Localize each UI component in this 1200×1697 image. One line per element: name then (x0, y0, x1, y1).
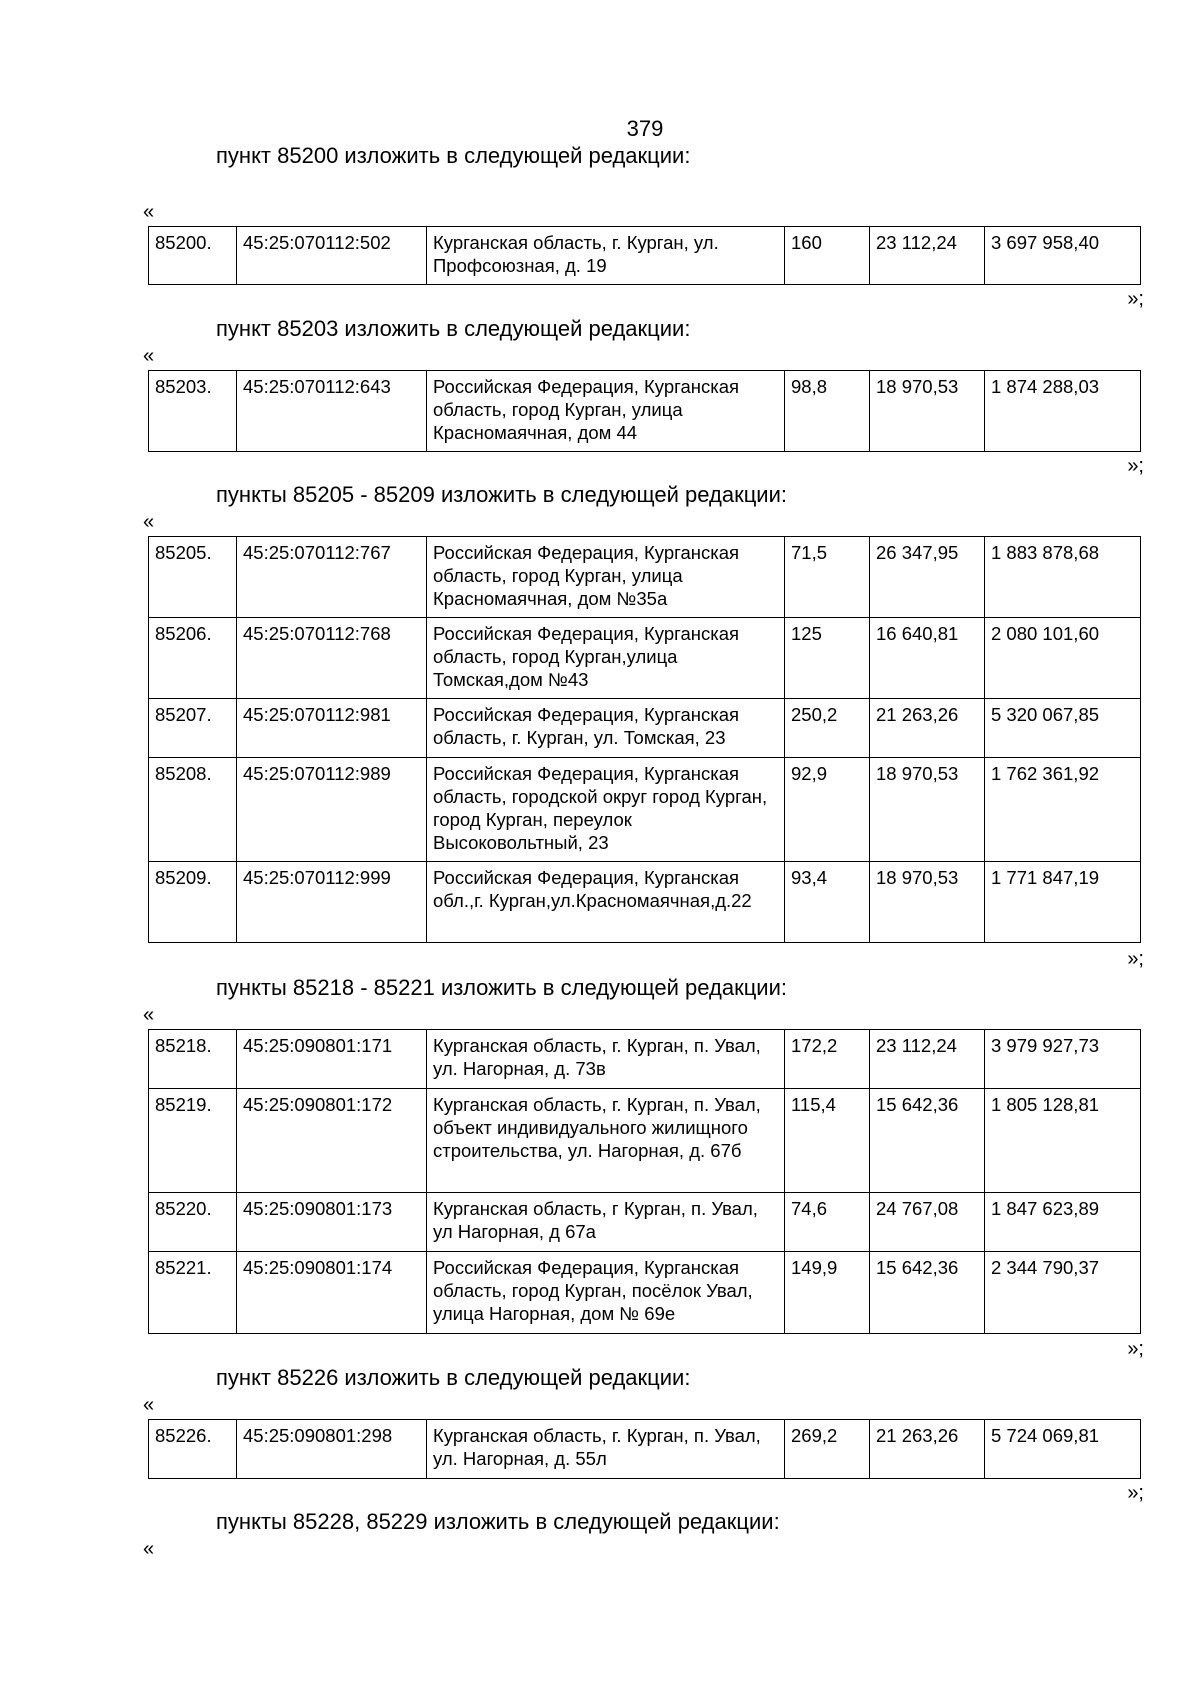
row-number: 85209. (149, 862, 237, 943)
cadastral-number: 45:25:090801:172 (237, 1089, 427, 1193)
cadastral-number: 45:25:070112:643 (237, 371, 427, 452)
row-number: 85226. (149, 1420, 237, 1479)
address: Курганская область, г. Курган, п. Увал, ул. Нагорная, д. 73в (427, 1030, 785, 1089)
quote-close: »; (1127, 1338, 1144, 1360)
address: Российская Федерация, Курганская обл.,г. Курган,ул.Красномаячная,д.22 (427, 862, 785, 943)
price-per-unit: 16 640,81 (870, 618, 985, 699)
cadastral-number: 45:25:070112:767 (237, 537, 427, 618)
cadastral-number: 45:25:090801:173 (237, 1193, 427, 1252)
cadastral-number: 45:25:070112:981 (237, 699, 427, 758)
table-row (149, 1030, 1141, 1089)
row-number: 85208. (149, 758, 237, 862)
entries-table (148, 1419, 1141, 1479)
row-number: 85200. (149, 227, 237, 285)
address: Курганская область, г. Курган, ул. Профсоюзная, д. 19 (427, 227, 785, 285)
quote-open: « (143, 511, 155, 533)
entries-table (148, 536, 1141, 943)
total-value: 2 080 101,60 (985, 618, 1141, 699)
section-heading: пункты 85205 - 85209 изложить в следующей редакции: (216, 482, 788, 507)
price-per-unit: 21 263,26 (870, 1420, 985, 1479)
table-row (149, 1420, 1141, 1479)
section-heading: пункт 85203 изложить в следующей редакции: (216, 316, 691, 341)
price-per-unit: 24 767,08 (870, 1193, 985, 1252)
address: Российская Федерация, Курганская область, город Курган,улица Томская,дом №43 (427, 618, 785, 699)
total-value: 5 724 069,81 (985, 1420, 1141, 1479)
table-row (149, 758, 1141, 862)
quote-close: »; (1127, 1482, 1144, 1504)
section-heading: пункты 85218 - 85221 изложить в следующей редакции: (216, 975, 788, 1000)
price-per-unit: 26 347,95 (870, 537, 985, 618)
cadastral-number: 45:25:070112:999 (237, 862, 427, 943)
cadastral-number: 45:25:090801:298 (237, 1420, 427, 1479)
table-row (149, 1193, 1141, 1252)
area: 172,2 (785, 1030, 870, 1089)
area: 98,8 (785, 371, 870, 452)
table-row (149, 862, 1141, 943)
area: 93,4 (785, 862, 870, 943)
price-per-unit: 23 112,24 (870, 227, 985, 285)
row-number: 85206. (149, 618, 237, 699)
price-per-unit: 23 112,24 (870, 1030, 985, 1089)
price-per-unit: 15 642,36 (870, 1089, 985, 1193)
section-heading: пункт 85200 изложить в следующей редакции: (216, 143, 691, 168)
address: Курганская область, г Курган, п. Увал, ул Нагорная, д 67а (427, 1193, 785, 1252)
entries-table (148, 1029, 1141, 1334)
quote-open: « (143, 1004, 155, 1026)
area: 149,9 (785, 1252, 870, 1334)
section-heading: пункты 85228, 85229 изложить в следующей редакции: (216, 1509, 780, 1534)
cadastral-number: 45:25:070112:502 (237, 227, 427, 285)
row-number: 85219. (149, 1089, 237, 1193)
quote-open: « (143, 1394, 155, 1416)
total-value: 1 771 847,19 (985, 862, 1141, 943)
quote-close: »; (1127, 948, 1144, 970)
cadastral-number: 45:25:090801:174 (237, 1252, 427, 1334)
table-row (149, 699, 1141, 758)
total-value: 5 320 067,85 (985, 699, 1141, 758)
address: Российская Федерация, Курганская область, г. Курган, ул. Томская, 23 (427, 699, 785, 758)
quote-open: « (143, 1538, 155, 1560)
cadastral-number: 45:25:070112:768 (237, 618, 427, 699)
total-value: 1 883 878,68 (985, 537, 1141, 618)
row-number: 85205. (149, 537, 237, 618)
total-value: 3 979 927,73 (985, 1030, 1141, 1089)
row-number: 85220. (149, 1193, 237, 1252)
cadastral-number: 45:25:090801:171 (237, 1030, 427, 1089)
address: Курганская область, г. Курган, п. Увал, объект индивидуального жилищного строительства, ул. Нагорная, д. 67б (427, 1089, 785, 1193)
table-row (149, 537, 1141, 618)
address: Российская Федерация, Курганская область, город Курган, улица Красномаячная, дом №35а (427, 537, 785, 618)
price-per-unit: 18 970,53 (870, 862, 985, 943)
address: Российская Федерация, Курганская область, город Курган, улица Красномаячная, дом 44 (427, 371, 785, 452)
table-row (149, 618, 1141, 699)
quote-close: »; (1127, 455, 1144, 477)
total-value: 1 805 128,81 (985, 1089, 1141, 1193)
address: Российская Федерация, Курганская область, городской округ город Курган, город Курган, переулок Высоковольтный, 23 (427, 758, 785, 862)
area: 125 (785, 618, 870, 699)
quote-open: « (143, 201, 155, 223)
entries-table (148, 370, 1141, 452)
quote-open: « (143, 345, 155, 367)
row-number: 85207. (149, 699, 237, 758)
area: 71,5 (785, 537, 870, 618)
section-heading: пункт 85226 изложить в следующей редакции: (216, 1365, 691, 1390)
cadastral-number: 45:25:070112:989 (237, 758, 427, 862)
page-number: 379 (626, 116, 664, 141)
table-row (149, 227, 1141, 285)
area: 160 (785, 227, 870, 285)
quote-close: »; (1127, 288, 1144, 310)
price-per-unit: 18 970,53 (870, 758, 985, 862)
area: 74,6 (785, 1193, 870, 1252)
total-value: 1 874 288,03 (985, 371, 1141, 452)
entries-table (148, 226, 1141, 285)
total-value: 2 344 790,37 (985, 1252, 1141, 1334)
address: Курганская область, г. Курган, п. Увал, ул. Нагорная, д. 55л (427, 1420, 785, 1479)
total-value: 1 762 361,92 (985, 758, 1141, 862)
area: 269,2 (785, 1420, 870, 1479)
area: 92,9 (785, 758, 870, 862)
area: 250,2 (785, 699, 870, 758)
row-number: 85218. (149, 1030, 237, 1089)
price-per-unit: 21 263,26 (870, 699, 985, 758)
table-row (149, 1252, 1141, 1334)
total-value: 3 697 958,40 (985, 227, 1141, 285)
row-number: 85203. (149, 371, 237, 452)
row-number: 85221. (149, 1252, 237, 1334)
price-per-unit: 15 642,36 (870, 1252, 985, 1334)
table-row (149, 1089, 1141, 1193)
total-value: 1 847 623,89 (985, 1193, 1141, 1252)
price-per-unit: 18 970,53 (870, 371, 985, 452)
area: 115,4 (785, 1089, 870, 1193)
address: Российская Федерация, Курганская область, город Курган, посёлок Увал, улица Нагорная, дом № 69е (427, 1252, 785, 1334)
table-row (149, 371, 1141, 452)
